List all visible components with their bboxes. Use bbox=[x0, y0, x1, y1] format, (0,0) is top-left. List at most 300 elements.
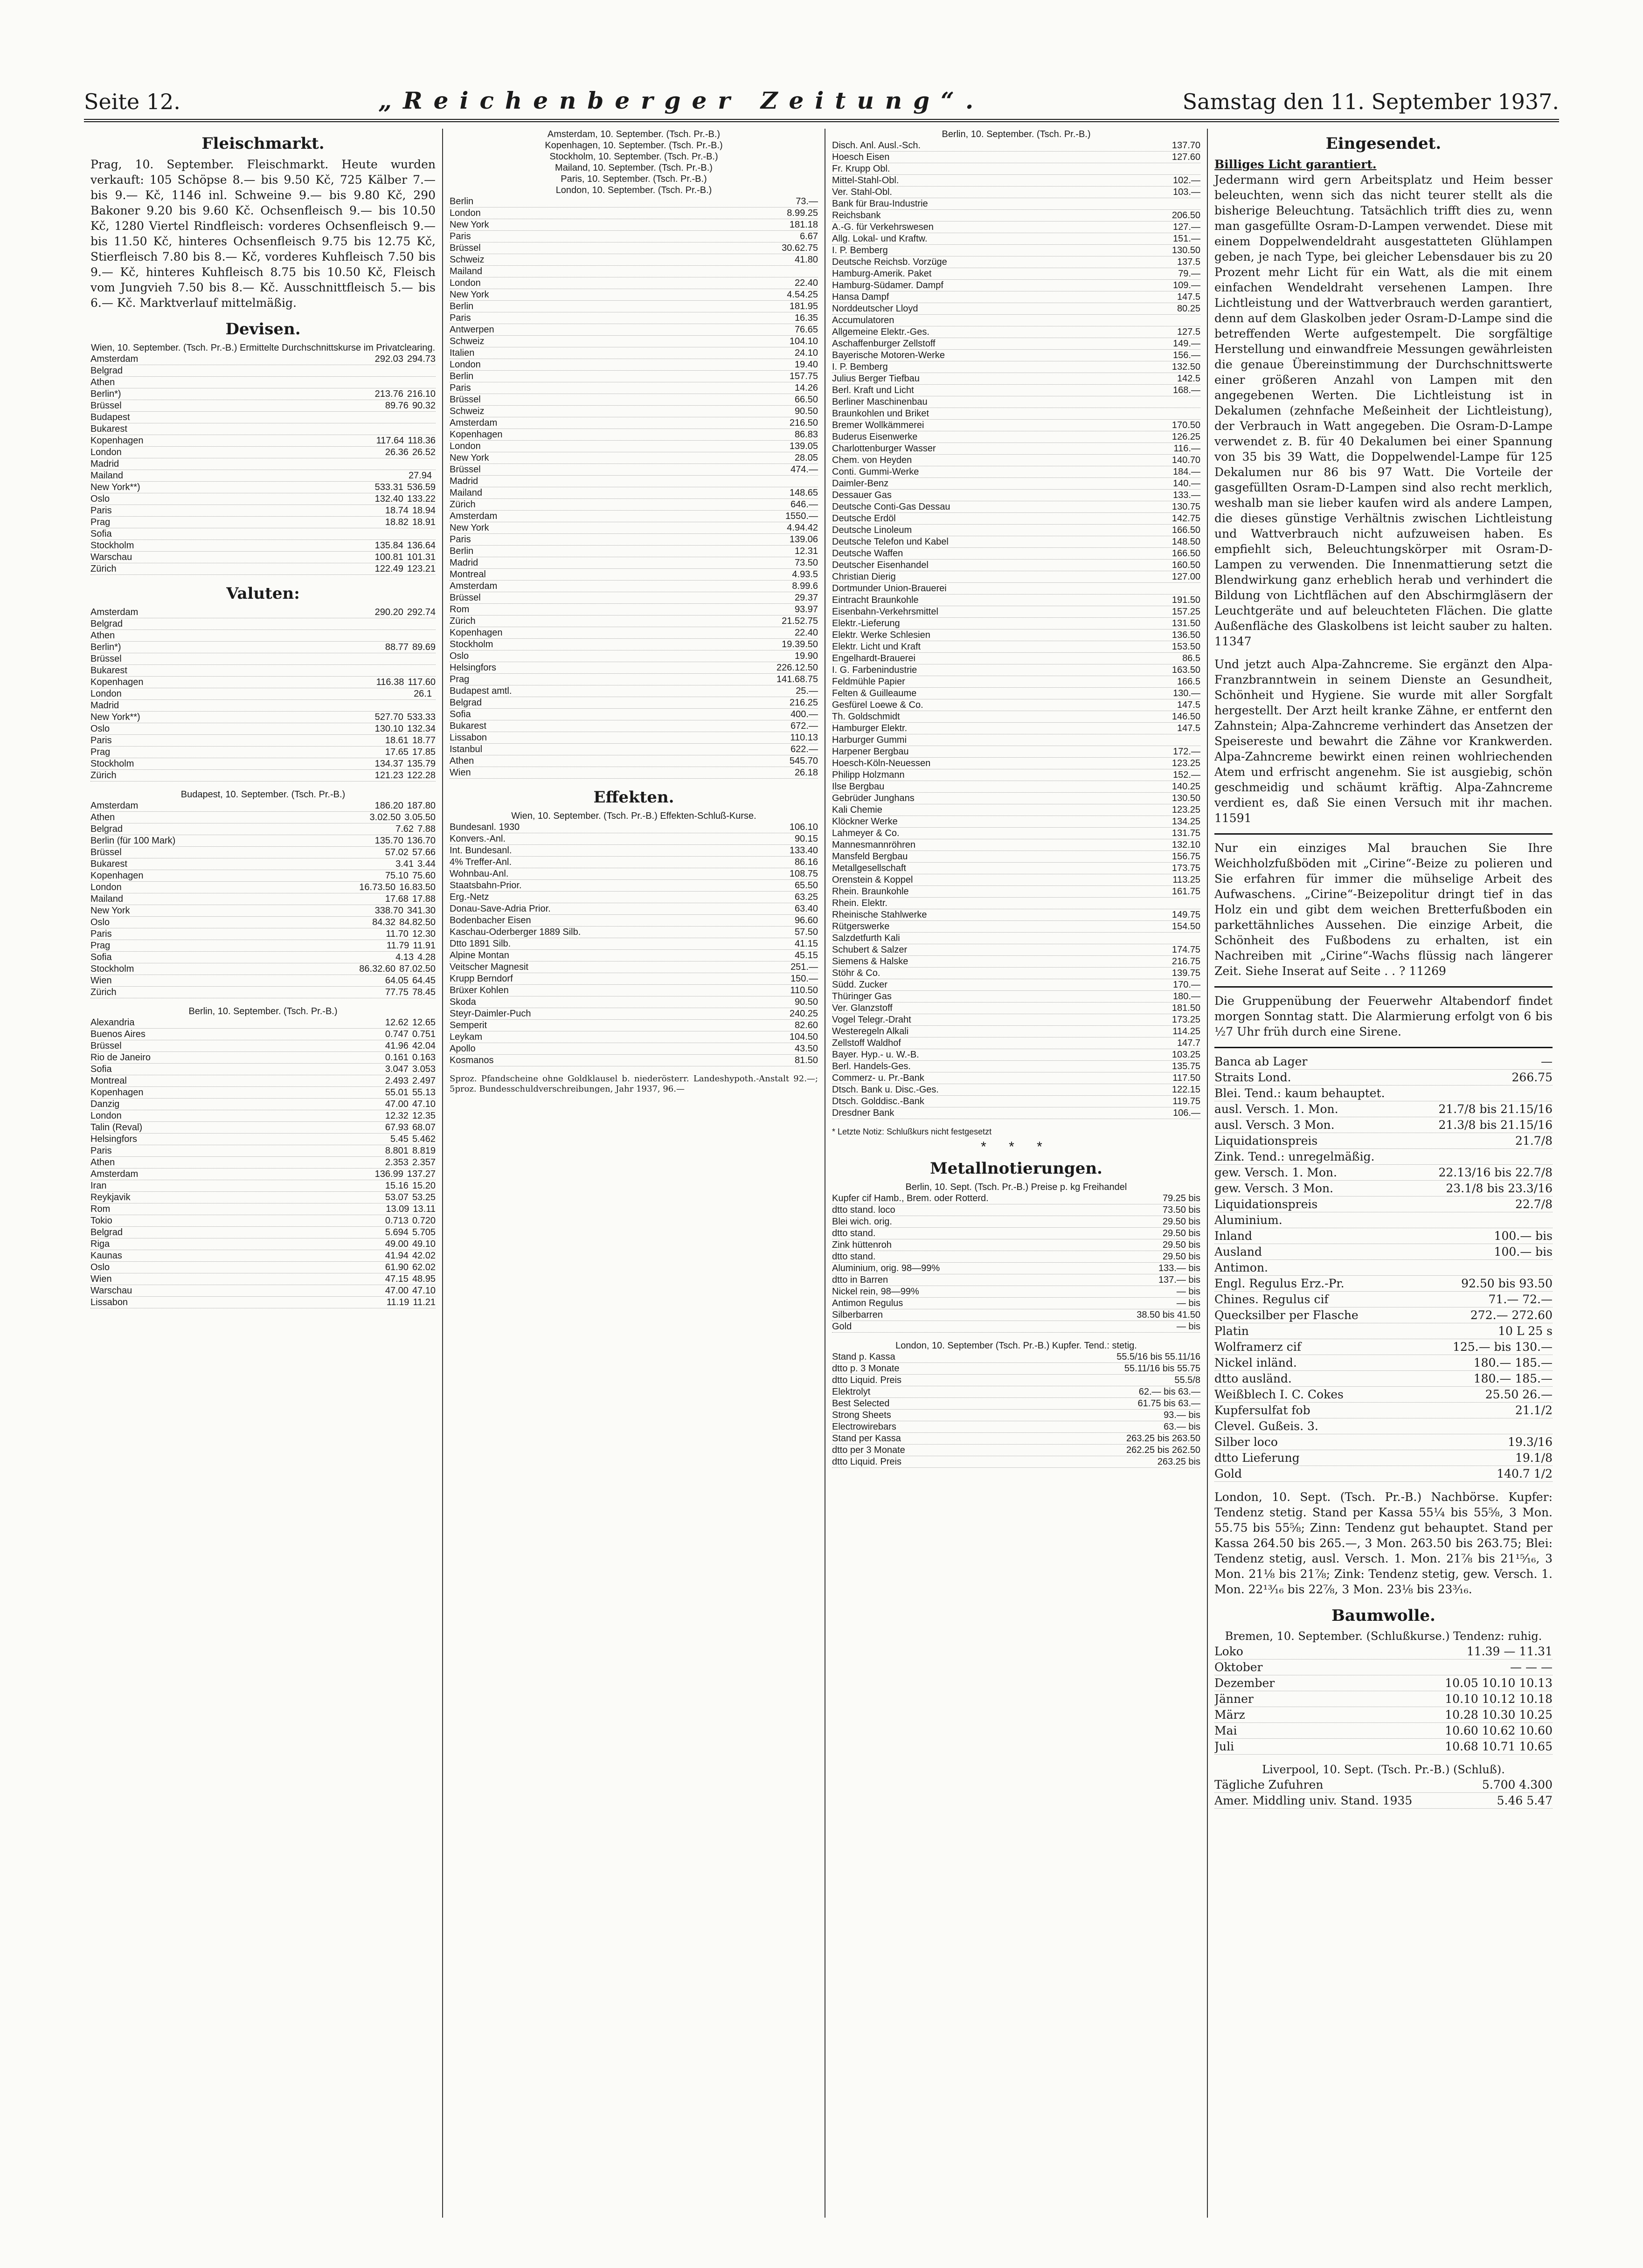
row-label: Reichsbank bbox=[832, 210, 881, 221]
row-value bbox=[432, 688, 436, 699]
row-value bbox=[428, 458, 432, 470]
row-label: Brüssel bbox=[450, 593, 481, 603]
paris-heading: Paris, 10. September. (Tsch. Pr.-B.) bbox=[561, 174, 707, 184]
row-label: Madrid bbox=[450, 558, 478, 568]
row-value: 140.25 bbox=[1172, 781, 1200, 792]
row-value: 68.07 bbox=[412, 1122, 436, 1133]
row-label: Harpener Bergbau bbox=[832, 747, 909, 757]
row-value: 4.28 bbox=[417, 952, 436, 962]
table-row bbox=[832, 979, 1200, 991]
row-label: Weißblech I. C. Cokes bbox=[1214, 1388, 1344, 1401]
row-value bbox=[1197, 933, 1200, 944]
row-label: Zink hüttenroh bbox=[832, 1240, 892, 1250]
row-value: 117.64 bbox=[376, 436, 404, 446]
row-value: 135.75 bbox=[1172, 1061, 1200, 1072]
row-value: 290.20 bbox=[374, 607, 403, 617]
row-label: Bayer. Hyp.- u. W.-B. bbox=[832, 1050, 919, 1060]
row-label: Ausland bbox=[1214, 1245, 1262, 1258]
row-value: 81.50 bbox=[794, 1055, 818, 1065]
row-value: 166.50 bbox=[1172, 525, 1200, 535]
row-label: Zürich bbox=[450, 499, 476, 510]
foreign-exchange-table bbox=[450, 196, 818, 779]
row-label: Mai bbox=[1214, 1724, 1237, 1737]
row-label: Brüssel bbox=[450, 464, 481, 475]
row-value: 7.62 bbox=[395, 824, 414, 834]
row-label: Stand per Kassa bbox=[832, 1433, 901, 1444]
row-label: Madrid bbox=[90, 700, 119, 711]
row-value: 180.— 185.— bbox=[1473, 1356, 1553, 1369]
row-value: 160.50 bbox=[1172, 560, 1200, 570]
table-row bbox=[90, 435, 436, 447]
table-row bbox=[450, 732, 818, 744]
row-value: 75.60 bbox=[412, 871, 436, 881]
table-row bbox=[90, 458, 436, 470]
row-value bbox=[432, 618, 436, 629]
row-label: Christian Dierig bbox=[832, 572, 896, 582]
row-value: 7.88 bbox=[417, 824, 436, 834]
metal-table bbox=[832, 1193, 1200, 1333]
table-row bbox=[832, 326, 1200, 338]
row-value: 43.50 bbox=[794, 1044, 818, 1054]
row-value: 5.47 bbox=[1526, 1794, 1553, 1807]
row-value: 146.50 bbox=[1172, 712, 1200, 722]
row-value: 163.50 bbox=[1172, 665, 1200, 675]
table-row bbox=[90, 1099, 436, 1110]
row-label: Berlin bbox=[450, 546, 474, 556]
table-row bbox=[450, 277, 818, 289]
separator-stars: * * * bbox=[981, 1139, 1052, 1155]
row-value: 150.— bbox=[790, 974, 818, 984]
table-row bbox=[832, 455, 1200, 466]
row-value: 113.25 bbox=[1172, 875, 1200, 885]
row-value: 90.50 bbox=[794, 997, 818, 1007]
table-row bbox=[1214, 1307, 1553, 1323]
row-value: 18.82 bbox=[385, 517, 409, 527]
row-value: 80.25 bbox=[1177, 304, 1200, 314]
amsterdam-heading: Amsterdam, 10. September. (Tsch. Pr.-B.) bbox=[547, 129, 721, 139]
table-row bbox=[832, 1251, 1200, 1263]
row-value: 67.93 bbox=[385, 1122, 409, 1133]
row-value: 19.90 bbox=[794, 651, 818, 661]
row-label: Leykam bbox=[450, 1032, 483, 1042]
row-value: 174.75 bbox=[1172, 945, 1200, 955]
table-row bbox=[832, 595, 1200, 606]
row-value: 0.747 bbox=[385, 1029, 409, 1039]
row-label: Oslo bbox=[90, 724, 110, 734]
table-row bbox=[832, 256, 1200, 268]
table-row bbox=[1214, 1133, 1553, 1149]
berlin-stocks-heading: Berlin, 10. September. (Tsch. Pr.-B.) bbox=[942, 129, 1091, 139]
row-label: Amsterdam bbox=[450, 581, 498, 591]
row-label: A.-G. für Verkehrswesen bbox=[832, 222, 934, 232]
table-row bbox=[450, 985, 818, 996]
row-label: Vogel Telegr.-Draht bbox=[832, 1015, 911, 1025]
mailand-heading: Mailand, 10. September. (Tsch. Pr.-B.) bbox=[555, 163, 713, 173]
row-label: I. P. Bemberg bbox=[832, 362, 888, 372]
row-value: 2.493 bbox=[385, 1076, 409, 1086]
row-value: 10.62 bbox=[1482, 1724, 1516, 1737]
row-label: Amsterdam bbox=[450, 418, 498, 428]
row-label: Mansfeld Bergbau bbox=[832, 851, 908, 862]
row-value: 173.75 bbox=[1172, 863, 1200, 873]
row-value: 181.18 bbox=[789, 220, 818, 230]
row-value: 226.12.50 bbox=[776, 663, 818, 673]
row-value: 73.— bbox=[796, 196, 818, 207]
table-row bbox=[832, 443, 1200, 455]
row-value: 11.39 bbox=[1466, 1645, 1500, 1658]
row-label: Engl. Regulus Erz.-Pr. bbox=[1214, 1277, 1345, 1290]
row-label: Paris bbox=[450, 231, 471, 242]
row-value: 184.— bbox=[1173, 467, 1200, 477]
row-value bbox=[1197, 583, 1200, 594]
table-row bbox=[450, 615, 818, 627]
row-label: Krupp Berndorf bbox=[450, 974, 513, 984]
row-label: Daimler-Benz bbox=[832, 478, 889, 489]
row-label: dtto p. 3 Monate bbox=[832, 1363, 900, 1374]
row-label: gew. Versch. 3 Mon. bbox=[1214, 1182, 1334, 1195]
table-row bbox=[90, 928, 436, 940]
row-value: 173.25 bbox=[1172, 1015, 1200, 1025]
table-row bbox=[832, 560, 1200, 571]
row-value: 8.99.6 bbox=[792, 581, 818, 591]
row-label: Eisenbahn-Verkehrsmittel bbox=[832, 607, 938, 617]
row-value: 137.70 bbox=[1172, 140, 1200, 151]
row-value: 130.75 bbox=[1172, 502, 1200, 512]
row-value: 102.— bbox=[1173, 175, 1200, 186]
london-heading: London, 10. September. (Tsch. Pr.-B.) bbox=[555, 185, 712, 195]
row-value: 116.38 bbox=[376, 677, 404, 687]
row-label: dtto stand. bbox=[832, 1252, 876, 1262]
row-label: Belgrad bbox=[90, 824, 123, 834]
row-value: 156.75 bbox=[1172, 851, 1200, 862]
row-label: Blei. Tend.: kaum behauptet. bbox=[1214, 1086, 1385, 1100]
row-value: 26.1 bbox=[414, 689, 432, 699]
row-value: 55.5/8 bbox=[1174, 1375, 1200, 1385]
row-value: 90.50 bbox=[794, 406, 818, 416]
row-label: Mittel-Stahl-Obl. bbox=[832, 175, 899, 186]
row-label: Buenos Aires bbox=[90, 1029, 146, 1039]
row-value: 545.70 bbox=[789, 756, 818, 766]
row-label: Südd. Zucker bbox=[832, 980, 887, 990]
row-value: 104.10 bbox=[789, 336, 818, 346]
row-label: Bodenbacher Eisen bbox=[450, 915, 531, 926]
row-label: Montreal bbox=[90, 1076, 127, 1086]
row-value: 57.66 bbox=[412, 847, 436, 857]
table-row bbox=[450, 371, 818, 382]
baumwolle-table bbox=[1214, 1644, 1553, 1755]
row-value: 15.16 bbox=[385, 1181, 409, 1191]
row-value: 170.— bbox=[1173, 980, 1200, 990]
table-row bbox=[90, 1040, 436, 1052]
row-label: Strong Sheets bbox=[832, 1410, 891, 1420]
table-row bbox=[450, 242, 818, 254]
table-row bbox=[832, 1363, 1200, 1375]
row-value: 137.— bis bbox=[1158, 1275, 1200, 1285]
row-label: Madrid bbox=[90, 459, 119, 469]
table-row bbox=[832, 373, 1200, 385]
row-label: Bukarest bbox=[90, 859, 127, 869]
row-label: Athen bbox=[90, 630, 115, 641]
row-value bbox=[1197, 408, 1200, 419]
row-label: Alexandria bbox=[90, 1017, 135, 1028]
row-value: 181.50 bbox=[1172, 1003, 1200, 1013]
table-row bbox=[90, 1227, 436, 1238]
row-value bbox=[432, 665, 436, 676]
table-row bbox=[832, 874, 1200, 886]
row-value: 10.10 bbox=[1482, 1676, 1516, 1690]
row-value bbox=[1197, 198, 1200, 209]
table-row bbox=[90, 1134, 436, 1145]
table-row bbox=[90, 1122, 436, 1134]
row-label: 4% Treffer-Anl. bbox=[450, 857, 512, 867]
row-value: 216.50 bbox=[789, 418, 818, 428]
row-value: 73.50 bbox=[794, 558, 818, 568]
table-row bbox=[90, 1029, 436, 1040]
table-row bbox=[832, 641, 1200, 653]
row-value: 22.13/16 bis 22.7/8 bbox=[1438, 1166, 1553, 1179]
row-value: 170.50 bbox=[1172, 420, 1200, 430]
table-row bbox=[450, 301, 818, 312]
row-label: Allgemeine Elektr.-Ges. bbox=[832, 327, 929, 337]
table-row bbox=[832, 1084, 1200, 1096]
table-row bbox=[832, 187, 1200, 198]
row-label: Belgrad bbox=[90, 619, 123, 629]
row-value: 133.22 bbox=[407, 494, 436, 504]
row-label: Paris bbox=[450, 313, 471, 323]
row-value: 135.84 bbox=[374, 540, 403, 551]
table-row bbox=[450, 499, 818, 511]
table-row bbox=[450, 674, 818, 685]
row-value: 136.70 bbox=[407, 836, 436, 846]
table-row bbox=[450, 604, 818, 615]
row-value: 42.02 bbox=[412, 1251, 436, 1261]
row-label: Zürich bbox=[450, 616, 476, 626]
row-value: 294.73 bbox=[407, 354, 436, 364]
row-value: 533.31 bbox=[374, 482, 403, 492]
row-label: Ilse Bergbau bbox=[832, 781, 885, 792]
table-row bbox=[832, 968, 1200, 979]
row-label: Mailand bbox=[450, 266, 483, 277]
eingesendet-title: Eingesendet. bbox=[1325, 134, 1442, 153]
row-label: Commerz- u. Pr.-Bank bbox=[832, 1073, 924, 1083]
liverpool-table bbox=[1214, 1777, 1553, 1809]
row-value bbox=[428, 630, 432, 641]
row-value: 153.50 bbox=[1172, 642, 1200, 652]
table-row bbox=[832, 1309, 1200, 1321]
row-label: New York**) bbox=[90, 712, 140, 722]
row-value: 262.25 bis 262.50 bbox=[1126, 1445, 1200, 1455]
row-value: 30.62.75 bbox=[782, 243, 818, 253]
row-label: Berliner Maschinenbau bbox=[832, 397, 928, 407]
row-label: Budapest amtl. bbox=[450, 686, 512, 696]
table-row bbox=[1214, 1418, 1553, 1434]
table-row bbox=[832, 478, 1200, 490]
table-row bbox=[90, 1145, 436, 1157]
row-value bbox=[428, 653, 432, 664]
row-label: Nickel rein, 98—99% bbox=[832, 1286, 919, 1297]
row-label: Elektr. Werke Schlesien bbox=[832, 630, 930, 640]
row-value: 103.25 bbox=[1172, 1050, 1200, 1060]
row-value: 63.40 bbox=[794, 904, 818, 914]
table-row bbox=[832, 396, 1200, 408]
table-row bbox=[1214, 1339, 1553, 1355]
row-value: 139.75 bbox=[1172, 968, 1200, 978]
row-value: 23.1/8 bis 23.3/16 bbox=[1446, 1182, 1553, 1195]
row-label: Rom bbox=[450, 604, 470, 615]
row-label: Deutsche Linoleum bbox=[832, 525, 912, 535]
row-label: Sofia bbox=[90, 1064, 112, 1074]
row-value: 21.7/8 bis 21.15/16 bbox=[1438, 1102, 1553, 1116]
berlin-heading: Berlin, 10. September. (Tsch. Pr.-B.) bbox=[188, 1006, 338, 1016]
row-value: 38.50 bis 41.50 bbox=[1137, 1310, 1200, 1320]
row-value: 53.25 bbox=[412, 1192, 436, 1203]
table-row bbox=[832, 466, 1200, 478]
row-label: Mailand bbox=[90, 470, 124, 481]
row-label: Loko bbox=[1214, 1645, 1243, 1658]
row-label: Wien bbox=[450, 768, 471, 778]
row-label: Staatsbahn-Prior. bbox=[450, 880, 522, 891]
row-label: Salzdetfurth Kali bbox=[832, 933, 900, 943]
row-label: Best Selected bbox=[832, 1398, 890, 1409]
row-label: Norddeutscher Lloyd bbox=[832, 304, 918, 314]
table-row bbox=[1214, 1739, 1553, 1755]
row-label: Berlin bbox=[450, 196, 474, 207]
row-value: 148.65 bbox=[789, 488, 818, 498]
row-value: 8.99.25 bbox=[787, 208, 818, 218]
row-value: 45.15 bbox=[794, 950, 818, 961]
row-label: Gebrüder Junghans bbox=[832, 793, 915, 803]
table-row bbox=[90, 1017, 436, 1029]
table-row bbox=[90, 1087, 436, 1099]
row-label: Wien bbox=[90, 1274, 112, 1284]
row-label: Zellstoff Waldhof bbox=[832, 1038, 901, 1048]
table-row bbox=[832, 431, 1200, 443]
row-value: 133.— bis bbox=[1158, 1263, 1200, 1273]
row-label: dtto stand. loco bbox=[832, 1205, 895, 1215]
london-metal-table bbox=[832, 1351, 1200, 1468]
table-row bbox=[450, 487, 818, 499]
table-row bbox=[450, 1043, 818, 1055]
row-value: 12.35 bbox=[412, 1111, 436, 1121]
row-value: 0.161 bbox=[385, 1052, 409, 1063]
row-value: 10.05 bbox=[1445, 1676, 1478, 1690]
row-label: Helsingfors bbox=[90, 1134, 138, 1144]
row-label: Hoesch Eisen bbox=[832, 152, 890, 162]
table-row bbox=[832, 828, 1200, 839]
row-label: Kopenhagen bbox=[90, 677, 144, 687]
row-value: 0.163 bbox=[412, 1052, 436, 1063]
row-value: 4.13 bbox=[395, 952, 414, 962]
row-label: New York**) bbox=[90, 482, 140, 492]
row-value: 122.28 bbox=[407, 770, 436, 781]
row-value: 4.300 bbox=[1519, 1778, 1553, 1791]
row-label: Rhein. Braunkohle bbox=[832, 886, 909, 897]
row-label: Lissabon bbox=[450, 733, 487, 743]
row-label: Prag bbox=[450, 674, 470, 685]
row-value: 13.09 bbox=[386, 1204, 409, 1214]
table-row bbox=[90, 630, 436, 642]
row-value: 24.10 bbox=[794, 348, 818, 358]
row-value: 29.50 bis bbox=[1162, 1228, 1200, 1238]
row-value: 6.67 bbox=[800, 231, 818, 242]
columns bbox=[84, 129, 1559, 2218]
row-value: 10.18 bbox=[1519, 1692, 1553, 1706]
row-label: Mailand bbox=[90, 894, 124, 904]
row-value: 119.75 bbox=[1172, 1096, 1200, 1106]
table-row bbox=[450, 196, 818, 207]
row-label: Mailand bbox=[450, 488, 483, 498]
row-value: 216.25 bbox=[789, 698, 818, 708]
row-value: 136.64 bbox=[407, 540, 436, 551]
table-row bbox=[832, 583, 1200, 595]
row-label: Kopenhagen bbox=[90, 871, 144, 881]
cirine-text: Nur ein einziges Mal brauchen Sie Ihre Weichholzfußböden mit „Cirine“-Beize zu polieren und Sie erfahren für immer die mühselige Arbeit des Aufwaschens. „Cirine“-Beizepolitur dringt tief in das Holz ein und gibt dem weichen Bretterfußboden ein parkettähnliches Aussehen. Die einzige Arbeit, die Schönheit des Fußbodens zu erhalten, ist ein Nachreiben mit „Cirine“-Wachs flüssig nach längerer Zeit. Siehe Inserat auf Seite . . ? 11269 bbox=[1214, 841, 1553, 978]
row-label: Reykjavik bbox=[90, 1192, 131, 1203]
row-value: 149.— bbox=[1173, 339, 1200, 349]
row-label: Amsterdam bbox=[90, 801, 139, 811]
row-value: 132.40 bbox=[374, 494, 403, 504]
row-value: 61.90 bbox=[385, 1262, 409, 1272]
row-label: Quecksilber per Flasche bbox=[1214, 1308, 1359, 1322]
table-row bbox=[90, 528, 436, 540]
row-value: 132.34 bbox=[407, 724, 436, 734]
row-value: 29.50 bis bbox=[1162, 1217, 1200, 1227]
row-value: 5.46 bbox=[1497, 1794, 1523, 1807]
row-value: 117.50 bbox=[1172, 1073, 1200, 1083]
table-row bbox=[450, 892, 818, 903]
row-value bbox=[1549, 1260, 1553, 1275]
row-label: Amsterdam bbox=[450, 511, 498, 521]
row-value: 47.15 bbox=[385, 1274, 409, 1284]
row-label: Bukarest bbox=[90, 424, 127, 434]
row-label: Bayerische Motoren-Werke bbox=[832, 350, 945, 360]
row-value: 126.25 bbox=[1172, 432, 1200, 442]
table-row bbox=[832, 746, 1200, 758]
row-value: 137.27 bbox=[407, 1169, 436, 1179]
table-row bbox=[1214, 1292, 1553, 1307]
row-value bbox=[1197, 734, 1200, 746]
row-label: Sofia bbox=[90, 529, 112, 539]
row-label: Harburger Gummi bbox=[832, 735, 907, 745]
row-value: 75.10 bbox=[385, 871, 409, 881]
feuerwehr-text: Die Gruppenübung der Feuerwehr Altabendorf findet morgen Sonntag statt. Die Alarmierung erfolgt von 6 bis ½7 Uhr früh durch eine Sirene. bbox=[1214, 994, 1553, 1038]
row-value: 161.75 bbox=[1172, 886, 1200, 897]
table-row bbox=[1214, 1660, 1553, 1675]
row-label: Tokio bbox=[90, 1216, 112, 1226]
row-value bbox=[428, 528, 432, 539]
row-value bbox=[1197, 396, 1200, 408]
table-row bbox=[90, 1262, 436, 1273]
row-label: Elektr. Licht und Kraft bbox=[832, 642, 921, 652]
row-label: Oslo bbox=[90, 494, 110, 504]
row-value: 216.10 bbox=[407, 389, 436, 399]
table-row bbox=[450, 394, 818, 406]
row-label: Rio de Janeiro bbox=[90, 1052, 151, 1063]
row-value: 292.74 bbox=[407, 607, 436, 617]
row-value: 78.45 bbox=[412, 987, 436, 997]
table-row bbox=[450, 650, 818, 662]
table-row bbox=[90, 423, 436, 435]
table-row bbox=[90, 1075, 436, 1087]
row-value: 49.00 bbox=[385, 1239, 409, 1249]
table-row bbox=[450, 744, 818, 755]
row-value: 12.31 bbox=[794, 546, 818, 556]
row-label: Talin (Reval) bbox=[90, 1122, 143, 1133]
row-value bbox=[428, 365, 432, 376]
row-value: 139.05 bbox=[789, 441, 818, 451]
table-row bbox=[90, 1052, 436, 1064]
row-value: 121.23 bbox=[374, 770, 403, 781]
